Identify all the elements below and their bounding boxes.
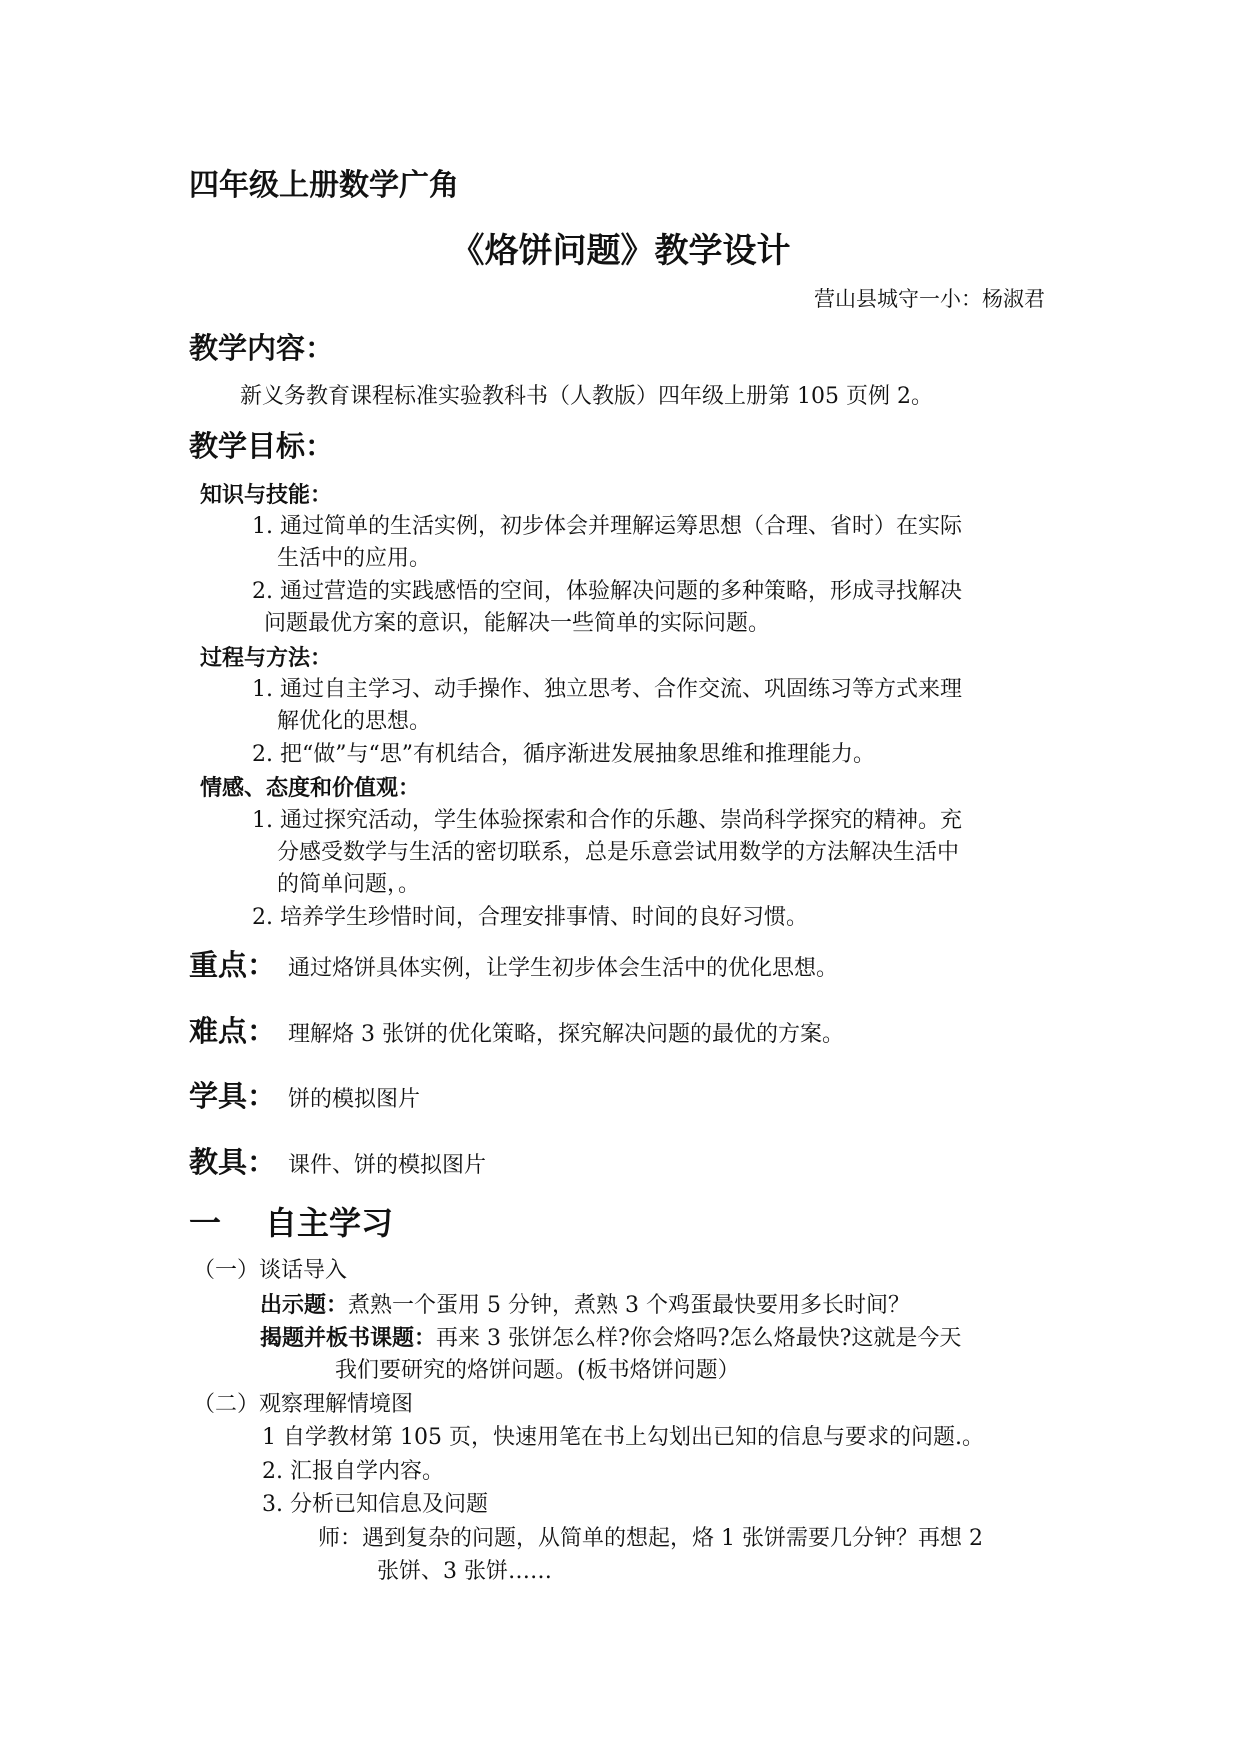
part-1-reveal-label: 揭题并板书课题： [260,1325,437,1351]
document-title: 《烙饼问题》教学设计 [450,231,791,271]
objectives-heading: 教学目标： [189,429,335,463]
process-item-1-line-1: 1. 通过自主学习、动手操作、独立思考、合作交流、巩固练习等方式来理 [252,677,962,702]
part-1-question-label: 出示题： [260,1292,349,1318]
emotion-label: 情感、态度和价值观： [200,775,421,801]
knowledge-item-1-line-1: 1. 通过简单的生活实例，初步体会并理解运筹思想（合理、省时）在实际 [252,514,962,539]
part-2-label: （二）观察理解情境图 [193,1392,414,1417]
process-item-1-line-2: 解优化的思想。 [277,709,432,734]
section-1-title: 自主学习 [265,1204,394,1242]
part-2-item-2: 2. 汇报自学内容。 [262,1459,444,1484]
teacher-line-1: 师：遇到复杂的问题，从简单的想起，烙 1 张饼需要几分钟？再想 2 [318,1526,983,1551]
part-1-question-text: 煮熟一个蛋用 5 分钟，煮熟 3 个鸡蛋最快要用多长时间？ [348,1293,910,1318]
knowledge-item-1-line-2: 生活中的应用。 [277,546,432,571]
part-1-reveal [260,1323,961,1354]
difficulty-label: 难点： [189,1014,277,1048]
part-2-item-1: 1 自学教材第 105 页，快速用笔在书上勾划出已知的信息与要求的问题.。 [262,1425,984,1450]
section-1-heading [189,1202,393,1244]
part-1-question [260,1290,910,1321]
student-tools-label: 学具： [189,1079,277,1113]
key-point-text: 通过烙饼具体实例，让学生初步体会生活中的优化思想。 [288,956,839,981]
content-text: 新义务教育课程标准实验教科书（人教版）四年级上册第 105 页例 2。 [240,384,933,409]
teacher-tools-label: 教具： [189,1145,277,1179]
knowledge-item-2-line-2: 问题最优方案的意识，能解决一些简单的实际问题。 [264,611,771,636]
knowledge-item-2-line-1: 2. 通过营造的实践感悟的空间，体验解决问题的多种策略，形成寻找解决 [252,579,962,604]
part-1-label: （一）谈话导入 [193,1258,348,1283]
emotion-item-1-line-1: 1. 通过探究活动，学生体验探索和合作的乐趣、崇尚科学探究的精神。充 [252,808,962,833]
teacher-tools-text: 课件、饼的模拟图片 [288,1153,487,1178]
section-1-number: 一 [189,1204,222,1242]
difficulty [189,1011,844,1055]
key-point [189,945,838,989]
part-2-item-3: 3. 分析已知信息及问题 [262,1492,488,1517]
grade-line: 四年级上册数学广角 [189,168,459,203]
knowledge-label: 知识与技能： [200,482,333,508]
student-tools [189,1076,420,1120]
teacher-tools [189,1142,486,1186]
content-heading: 教学内容： [189,331,335,365]
author-line: 营山县城守一小：杨淑君 [814,287,1045,311]
emotion-item-1-line-2: 分感受数学与生活的密切联系，总是乐意尝试用数学的方法解决生活中 [277,840,960,865]
part-1-reveal-text: 再来 3 张饼怎么样?你会烙吗?怎么烙最快?这就是今天 [436,1326,962,1351]
key-point-label: 重点： [189,948,277,982]
process-item-2: 2. 把“做”与“思”有机结合，循序渐进发展抽象思维和推理能力。 [252,742,875,767]
student-tools-text: 饼的模拟图片 [288,1087,421,1112]
part-1-reveal-line-2: 我们要研究的烙饼问题。(板书烙饼问题） [335,1358,740,1383]
process-label: 过程与方法： [200,645,333,671]
emotion-item-1-line-3: 的简单问题，。 [277,872,421,897]
difficulty-text: 理解烙 3 张饼的优化策略，探究解决问题的最优的方案。 [288,1022,845,1047]
emotion-item-2: 2. 培养学生珍惜时间，合理安排事情、时间的良好习惯。 [252,905,808,930]
teacher-line-2: 张饼、3 张饼…… [377,1559,552,1584]
